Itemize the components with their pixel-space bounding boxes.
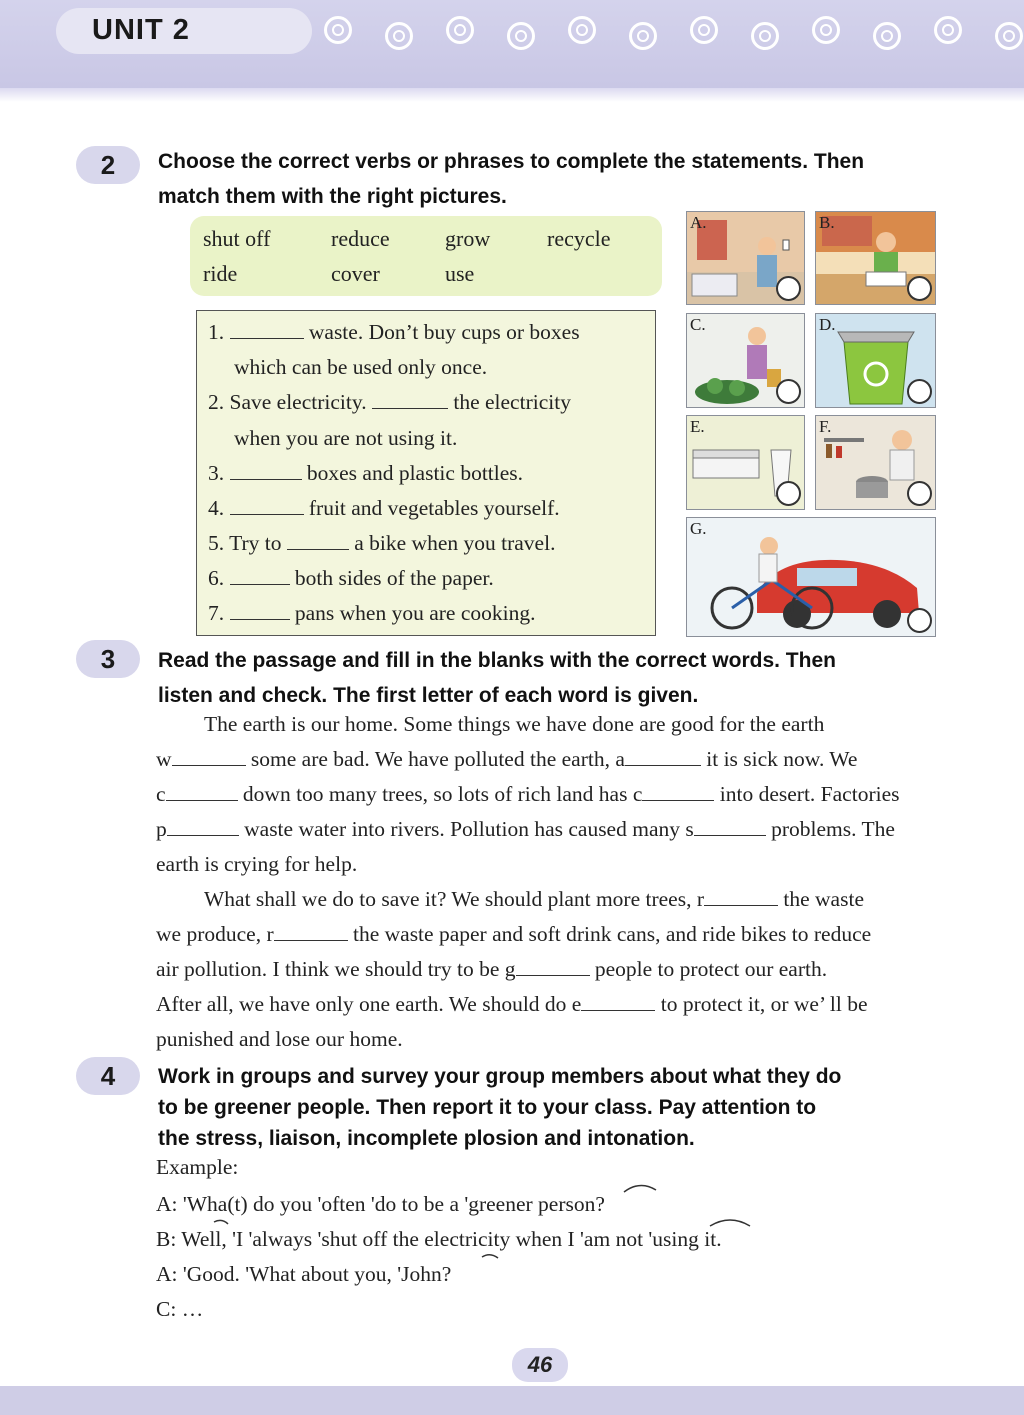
exercise-3-instruction-2: listen and check. The first letter of each word is given.: [158, 684, 699, 707]
statement-number: 1.: [208, 320, 225, 344]
statement-number: 7.: [208, 601, 225, 625]
statement-text: boxes and plastic bottles.: [306, 461, 524, 485]
passage-text: people to protect our earth.: [594, 957, 828, 981]
passage-text: w: [156, 747, 172, 771]
statement-text: the electricity: [453, 390, 571, 414]
dialogue-line: C: …: [156, 1297, 204, 1321]
passage-text: p: [156, 817, 167, 841]
footer-band: [0, 1386, 1024, 1415]
rising-intonation-arrow-icon: [624, 1185, 656, 1192]
passage-text: some are bad. We have polluted the earth, a: [250, 747, 625, 771]
exercise-2-number: 2: [76, 146, 140, 184]
unit-title: UNIT 2: [92, 14, 190, 46]
exercise-2-instruction-1: Choose the correct verbs or phrases to complete the statements. Then: [158, 150, 865, 173]
passage-text: c: [156, 782, 166, 806]
word-bank-item: use: [445, 261, 475, 286]
passage-text: the waste: [783, 887, 864, 911]
exercise-4-instruction-1: Work in groups and survey your group members about what they do: [158, 1065, 842, 1088]
statement-number: 3.: [208, 461, 225, 485]
word-bank-item: ride: [203, 261, 238, 286]
passage-text: After all, we have only one earth. We should do e: [156, 992, 582, 1016]
picture-letter: B.: [819, 213, 835, 232]
statement-text: waste. Don’t buy cups or boxes: [308, 320, 580, 344]
passage-text: we produce, r: [156, 922, 274, 946]
passage-text: waste water into rivers. Pollution has caused many s: [244, 817, 694, 841]
picture-letter: A.: [690, 213, 707, 232]
statement-1-cont: which can be used only once.: [234, 355, 488, 379]
picture-letter: F.: [819, 417, 832, 436]
exercise-4-instruction-3: the stress, liaison, incomplete plosion and intonation.: [158, 1127, 695, 1150]
dialogue-line: A: 'Wha(t) do you 'often 'do to be a 'greener person?: [156, 1192, 605, 1216]
statement-text: 5. Try to: [208, 531, 282, 555]
picture-letter: G.: [690, 519, 707, 538]
picture-letter: E.: [690, 417, 705, 436]
statement-text: fruit and vegetables yourself.: [308, 496, 560, 520]
passage-text: the waste paper and soft drink cans, and ride bikes to reduce: [352, 922, 872, 946]
word-bank-item: cover: [331, 261, 380, 286]
statement-number: 4.: [208, 496, 225, 520]
rising-intonation-arrow-icon: [710, 1220, 750, 1226]
passage-text: What shall we do to save it? We should plant more trees, r: [204, 887, 705, 911]
passage-text: it is sick now. We: [706, 747, 858, 771]
passage-line: punished and lose our home.: [156, 1027, 403, 1051]
word-bank-item: grow: [445, 226, 491, 251]
word-bank-item: recycle: [547, 226, 611, 251]
statement-2-cont: when you are not using it.: [234, 426, 458, 450]
exercise-4-instruction-2: to be greener people. Then report it to your class. Pay attention to: [158, 1096, 817, 1119]
statement-text: 2. Save electricity.: [208, 390, 367, 414]
picture-letter: C.: [690, 315, 706, 334]
passage-line: earth is crying for help.: [156, 852, 358, 876]
dialogue-line: A: 'Good. 'What about you, 'John?: [156, 1262, 452, 1286]
picture-letter: D.: [819, 315, 836, 334]
falling-intonation-arrow-icon: [214, 1220, 228, 1224]
exercise-3-instruction-1: Read the passage and fill in the blanks with the correct words. Then: [158, 649, 836, 672]
passage-text: air pollution. I think we should try to be g: [156, 957, 516, 981]
statement-text: pans when you are cooking.: [294, 601, 536, 625]
statement-number: 6.: [208, 566, 225, 590]
falling-intonation-arrow-icon: [482, 1255, 498, 1258]
exercise-3-number: 3: [76, 640, 140, 678]
statement-text: a bike when you travel.: [354, 531, 556, 555]
passage-text: problems. The: [771, 817, 895, 841]
word-bank-item: reduce: [331, 226, 390, 251]
exercise-4-number: 4: [76, 1057, 140, 1095]
example-label: Example:: [156, 1155, 239, 1179]
word-bank-item: shut off: [203, 226, 271, 251]
dialogue-line: B: Well, 'I 'always 'shut off the electricity when I 'am not 'using it.: [156, 1227, 722, 1251]
passage-text: to protect it, or we’ ll be: [660, 992, 868, 1016]
page-number: 46: [512, 1348, 568, 1382]
passage-line: The earth is our home. Some things we have done are good for the earth: [204, 712, 825, 736]
passage-text: down too many trees, so lots of rich land has c: [242, 782, 643, 806]
statement-text: both sides of the paper.: [294, 566, 494, 590]
passage-text: into desert. Factories: [719, 782, 900, 806]
exercise-2-instruction-2: match them with the right pictures.: [158, 185, 507, 208]
